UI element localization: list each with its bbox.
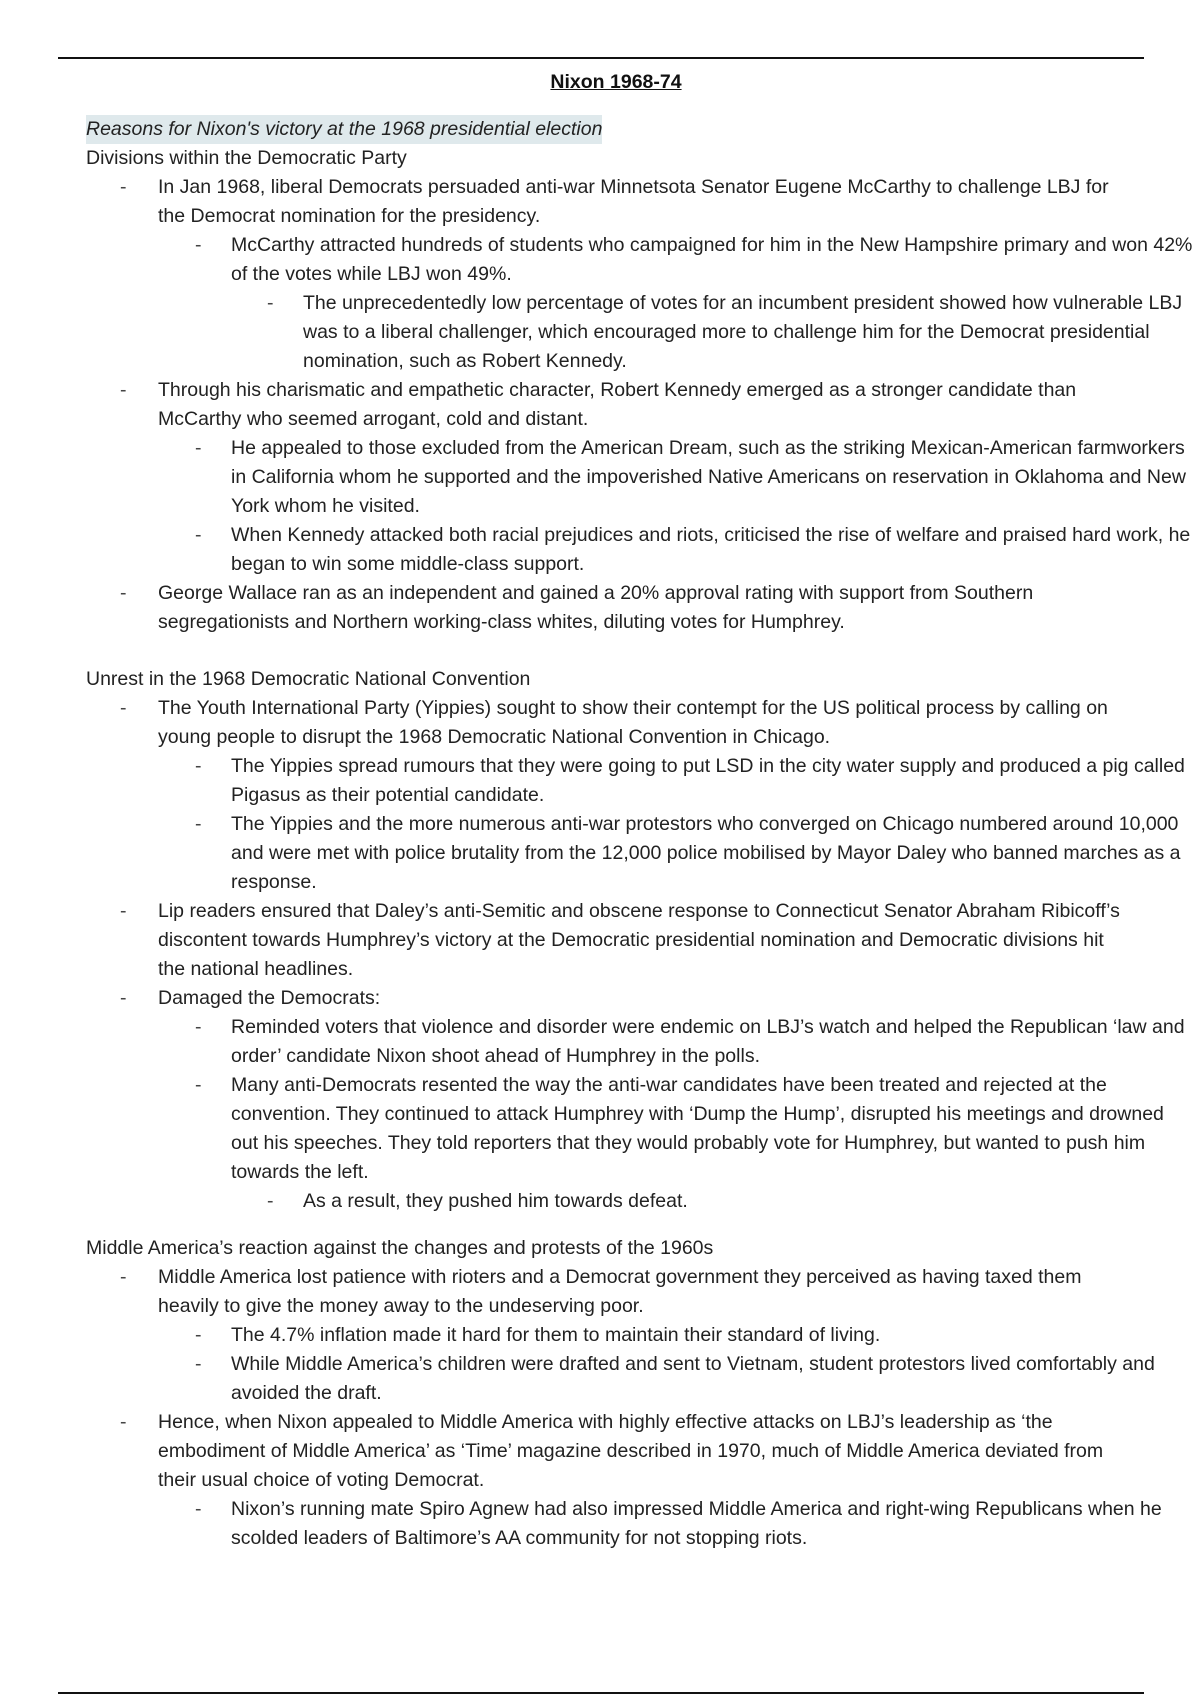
list-item	[231, 1321, 1193, 1350]
list-item-text: - While Middle America’s children were drafted and sent to Vietnam, student protestors lived comfortably and avoided the draft.	[231, 1353, 1155, 1404]
list-item-text: - The unprecedentedly low percentage of votes for an incumbent president showed how vulnerable LBJ was to a liberal challenger, which encouraged more to challenge him for the Democrat presidential nomination, such as Robert Kennedy.	[303, 292, 1183, 372]
list-item	[231, 752, 1193, 810]
bullet-list-democratic-divisions	[86, 173, 1193, 637]
list-item	[231, 434, 1193, 521]
list-item	[303, 1187, 1193, 1216]
list-item	[303, 289, 1193, 376]
list-item-text: - Hence, when Nixon appealed to Middle America with highly effective attacks on LBJ’s leadership as ‘the embodiment of Middle America’ as ‘Time’ magazine described in 1970, much of Middle America deviated from their usual choice of voting Democrat.	[158, 1411, 1104, 1491]
list-item-text: - George Wallace ran as an independent and gained a 20% approval rating with support from Southern segregationists and Northern working-class whites, diluting votes for Humphrey.	[158, 582, 1034, 633]
section-heading-convention-unrest: Unrest in the 1968 Democratic National Convention	[86, 668, 531, 690]
list-item	[231, 1350, 1193, 1408]
list-item	[158, 579, 1128, 637]
list-item-text: - McCarthy attracted hundreds of students who campaigned for him in the New Hampshire primary and won 42% of the votes while LBJ won 49%.	[231, 234, 1193, 285]
list-item	[231, 521, 1193, 579]
list-item	[231, 810, 1193, 897]
list-item	[158, 694, 1128, 752]
list-item-text: - Many anti-Democrats resented the way the anti-war candidates have been treated and rejected at the convention. They continued to attack Humphrey with ‘Dump the Hump’, disrupted his meetings and drowned out his speeches. They told reporters that they would probably vote for Humphrey, but wanted to push him towards the left.	[231, 1074, 1164, 1183]
list-item-text: - As a result, they pushed him towards defeat.	[303, 1190, 688, 1212]
list-item	[231, 1071, 1193, 1187]
top-rule	[58, 57, 1144, 59]
bottom-rule	[58, 1692, 1144, 1694]
list-item-text: - Middle America lost patience with rioters and a Democrat government they perceived as having taxed them heavily to give the money away to the undeserving poor.	[158, 1266, 1082, 1317]
list-item-text: - The Yippies spread rumours that they were going to put LSD in the city water supply and produced a pig called Pigasus as their potential candidate.	[231, 755, 1185, 806]
list-item-text: - Nixon’s running mate Spiro Agnew had also impressed Middle America and right-wing Republicans when he scolded leaders of Baltimore’s AA community for not stopping riots.	[231, 1498, 1162, 1549]
page-title: Nixon 1968-74	[550, 71, 682, 93]
section-heading-democratic-divisions: Divisions within the Democratic Party	[86, 147, 407, 169]
list-item-text: - Lip readers ensured that Daley’s anti-Semitic and obscene response to Connecticut Senator Abraham Ribicoff’s discontent towards Humphrey’s victory at the Democratic presidential nomination and Democratic divisions hit the national headlines.	[158, 900, 1120, 980]
list-item-text: - In Jan 1968, liberal Democrats persuaded anti-war Minnetsota Senator Eugene McCarthy to challenge LBJ for the Democrat nomination for the presidency.	[158, 176, 1109, 227]
list-item	[158, 984, 1128, 1013]
section-subtitle: Reasons for Nixon's victory at the 1968 presidential election	[86, 115, 602, 144]
list-item-text: - Damaged the Democrats:	[158, 987, 381, 1009]
bullet-list-convention-unrest	[86, 694, 1185, 1216]
list-item-text: - The Youth International Party (Yippies) sought to show their contempt for the US political process by calling on young people to disrupt the 1968 Democratic National Convention in Chicago.	[158, 697, 1108, 748]
list-item-text: - When Kennedy attacked both racial prejudices and riots, criticised the rise of welfare and praised hard work, he began to win some middle-class support.	[231, 524, 1191, 575]
list-item	[158, 376, 1128, 434]
list-item	[158, 1263, 1128, 1321]
list-item	[231, 231, 1193, 289]
list-item-text: - Through his charismatic and empathetic character, Robert Kennedy emerged as a stronger candidate than McCarthy who seemed arrogant, cold and distant.	[158, 379, 1077, 430]
list-item	[158, 1408, 1128, 1495]
list-item-text: - Reminded voters that violence and disorder were endemic on LBJ’s watch and helped the Republican ‘law and order’ candidate Nixon shoot ahead of Humphrey in the polls.	[231, 1016, 1185, 1067]
spacer	[86, 637, 1146, 665]
bullet-list-middle-america	[86, 1263, 1162, 1553]
document-body	[86, 68, 1193, 1553]
list-item-text: - He appealed to those excluded from the American Dream, such as the striking Mexican-American farmworkers in California whom he supported and the impoverished Native Americans on reservation in Oklahoma and New York whom he visited.	[231, 437, 1186, 517]
list-item-text: - The 4.7% inflation made it hard for them to maintain their standard of living.	[231, 1324, 881, 1346]
list-item	[231, 1495, 1193, 1553]
list-item-text: - The Yippies and the more numerous anti-war protestors who converged on Chicago numbered around 10,000 and were met with police brutality from the 12,000 police mobilised by Mayor Daley who banned marches as a response.	[231, 813, 1181, 893]
list-item	[158, 173, 1128, 231]
list-item	[158, 897, 1128, 984]
list-item	[231, 1013, 1193, 1071]
section-heading-middle-america: Middle America’s reaction against the changes and protests of the 1960s	[86, 1237, 714, 1259]
spacer	[86, 1216, 1146, 1234]
